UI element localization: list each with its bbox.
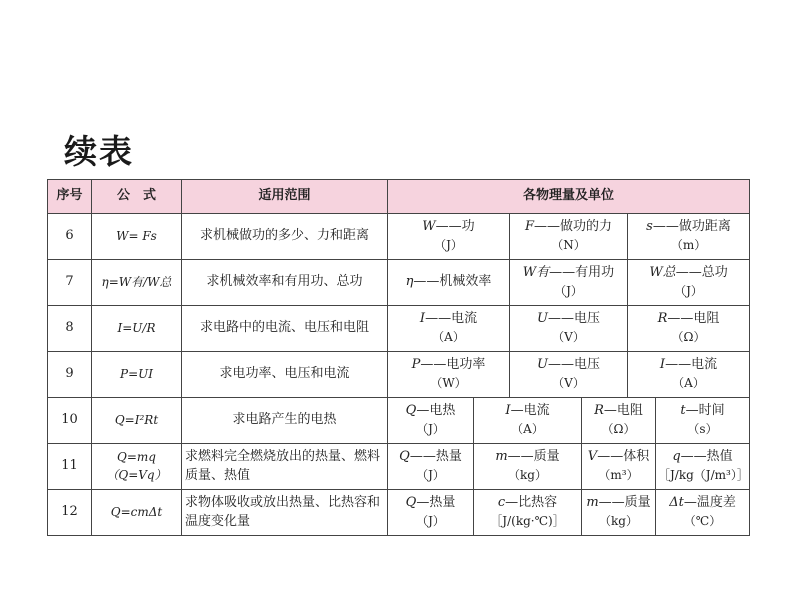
row-number: 8 [48,306,92,352]
quantity-unit: （s） [687,421,718,436]
table-row [48,306,750,352]
quantity-desc: ——电流 [425,310,478,326]
quantity-desc: —热量 [416,494,456,510]
quantity-symbol: η [405,274,414,290]
quantity-unit: （kg） [508,467,547,482]
quantity-unit: （Ω） [601,421,636,436]
quantity-desc: ——热量 [409,448,462,464]
quantity-desc: ——质量 [507,448,560,464]
quantity-unit: （W） [430,375,467,390]
quantity-symbol: I [659,356,666,372]
quantity-symbol: U [537,310,548,326]
quantity-desc: —电热 [416,402,456,418]
quantity-desc: —时间 [685,402,725,418]
quantity-unit: ［J/kg（J/m³）］ [658,467,749,482]
row-number: 11 [48,444,92,490]
quantity-unit: （A） [432,329,465,344]
row-formula: Q=cmΔt [92,490,182,536]
quantity-unit: （m） [670,237,707,252]
quantity-unit: （J） [416,513,445,528]
row-range: 求机械做功的多少、力和距离 [182,214,388,260]
quantity-symbol: c [497,494,506,510]
row-range: 求物体吸收或放出热量、比热容和温度变化量 [182,490,388,536]
quantity-symbol: U [537,356,548,372]
quantity-unit: （Ω） [671,329,706,344]
quantity-symbol: F [524,218,534,234]
quantity-symbol: W总 [649,264,676,280]
quantity-desc: ——有用功 [549,264,615,280]
row-formula: W= Fs [92,214,182,260]
quantity-desc: —温度差 [683,494,736,510]
quantity-symbol: m [495,448,508,464]
row-range: 求燃料完全燃烧放出的热量、燃料质量、热值 [182,444,388,490]
quantity-unit: （V） [552,375,585,390]
page-title: 续表 [64,132,134,171]
formula-alt-text: （Q=Vq） [106,467,167,482]
row-formula: I=U/R [92,306,182,352]
table-row [48,398,750,444]
quantity-cell [582,444,656,490]
quantity-cell [510,306,628,352]
quantity-symbol: W有 [522,264,550,280]
row-number: 6 [48,214,92,260]
row-formula [92,444,182,490]
formula-text: Q=mq [117,450,156,465]
quantity-unit: （℃） [683,513,722,528]
quantity-desc: —比热容 [505,494,558,510]
header-range: 适用范围 [182,180,388,214]
quantity-unit: （m³） [598,467,639,482]
quantity-desc: ——总功 [675,264,728,280]
quantity-cell [474,444,582,490]
quantity-symbol: Q [405,402,417,418]
quantity-cell [582,398,656,444]
quantity-desc: ——电压 [547,356,600,372]
quantity-symbol: R [594,402,604,418]
quantity-unit: （A） [672,375,705,390]
row-range: 求电路中的电流、电压和电阻 [182,306,388,352]
quantity-desc: ——机械效率 [413,274,492,290]
quantity-symbol: Q [405,494,417,510]
quantity-unit: （J） [416,467,445,482]
quantity-unit: （kg） [599,513,638,528]
quantity-cell [656,490,750,536]
quantity-symbol: R [657,310,668,326]
quantity-cell [628,260,750,306]
quantity-cell [388,444,474,490]
quantity-cell [388,260,510,306]
quantity-cell [388,306,510,352]
quantity-unit: （J） [674,283,703,298]
row-number: 7 [48,260,92,306]
quantity-desc: ——做功距离 [652,218,731,234]
quantity-unit: （V） [552,329,585,344]
quantity-cell [388,490,474,536]
quantity-desc: ——体积 [597,448,650,464]
row-range: 求电功率、电压和电流 [182,352,388,398]
table-row [48,260,750,306]
row-number: 12 [48,490,92,536]
table-row [48,214,750,260]
quantity-cell [510,260,628,306]
quantity-cell [628,352,750,398]
quantity-desc: ——电功率 [420,356,486,372]
quantity-unit: （J） [434,237,463,252]
quantity-cell [510,352,628,398]
table-row [48,444,750,490]
quantity-desc: ——电流 [665,356,718,372]
quantity-symbol: m [586,494,599,510]
row-range: 求机械效率和有用功、总功 [182,260,388,306]
quantity-unit: （J） [554,283,583,298]
formula-text: η=W有/W总 [101,274,172,289]
quantity-cell [388,398,474,444]
header-formula: 公 式 [92,180,182,214]
header-no: 序号 [48,180,92,214]
row-number: 10 [48,398,92,444]
row-number: 9 [48,352,92,398]
table-row [48,352,750,398]
quantity-symbol: s [646,218,653,234]
quantity-symbol: I [505,402,511,418]
quantity-symbol: W [422,218,436,234]
quantity-cell [656,444,750,490]
quantity-unit: ［J/(kg·℃)］ [490,513,565,528]
quantity-unit: （J） [416,421,445,436]
quantity-symbol: I [419,310,426,326]
quantity-cell [582,490,656,536]
row-formula [92,260,182,306]
quantity-cell [388,352,510,398]
quantity-cell [388,214,510,260]
quantity-unit: （A） [511,421,544,436]
quantity-symbol: V [587,448,598,464]
quantity-symbol: Δt [669,494,684,510]
quantity-desc: ——热值 [680,448,733,464]
quantity-desc: ——电压 [547,310,600,326]
quantity-cell [474,398,582,444]
quantity-symbol: Q [399,448,410,464]
quantity-symbol: t [680,402,686,418]
header-quantities: 各物理量及单位 [388,180,750,214]
quantity-cell [628,214,750,260]
quantity-symbol: P [411,356,421,372]
quantity-desc: ——功 [435,218,475,234]
quantity-unit: （N） [551,237,586,252]
table-header-row [48,180,750,214]
quantity-desc: —电流 [510,402,550,418]
quantity-cell [656,398,750,444]
quantity-cell [474,490,582,536]
quantity-cell [510,214,628,260]
quantity-desc: ——电阻 [667,310,720,326]
row-formula: P=UI [92,352,182,398]
quantity-symbol: q [672,448,681,464]
quantity-desc: —电阻 [603,402,643,418]
row-formula: Q=I²Rt [92,398,182,444]
quantity-desc: ——质量 [598,494,651,510]
formula-table [47,179,750,536]
quantity-desc: ——做功的力 [534,218,613,234]
quantity-cell [628,306,750,352]
table-row [48,490,750,536]
row-range: 求电路产生的电热 [182,398,388,444]
